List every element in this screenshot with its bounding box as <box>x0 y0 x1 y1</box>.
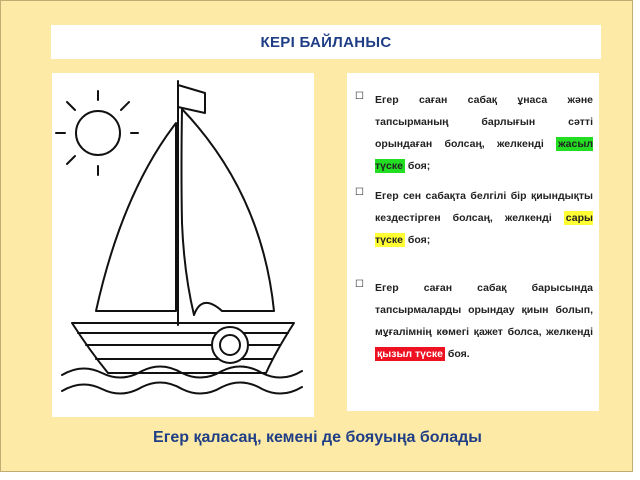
instruction-text: Егер саған сабақ ұнаса және тапсырманың барлығын сәтті орындаған болсаң, желкенді <box>375 94 593 150</box>
footer-text: Егер қаласаң, кемені де бояуыңа болады <box>153 429 482 446</box>
instruction-end: боя; <box>404 234 431 246</box>
sun-icon <box>56 91 138 175</box>
sailboat-coloring-image <box>52 73 314 417</box>
highlight-yellow: сары түске <box>375 212 593 246</box>
instruction-text: Егер саған сабақ барысында тапсырмаларды орындау қиын болып, мұғалімнің көмегі қажет болса, желкенді <box>375 282 593 338</box>
instruction-end: боя. <box>444 348 470 360</box>
highlight-green: жасыл түске <box>375 138 593 172</box>
instructions-box <box>347 73 599 411</box>
instruction-item-red <box>355 277 593 365</box>
instruction-end: боя; <box>404 160 431 172</box>
bullet-square-icon: ☐ <box>355 187 364 198</box>
instruction-item-yellow <box>355 185 593 251</box>
highlight-red: қызыл түске <box>377 348 443 360</box>
bullet-square-icon: ☐ <box>355 279 364 290</box>
bullet-square-icon: ☐ <box>355 91 364 102</box>
title-box <box>51 25 601 59</box>
instruction-text: Егер сен сабақта белгілі бір қиындықты кездестірген болсаң, желкенді <box>375 190 593 224</box>
instruction-item-green <box>355 89 593 177</box>
sailboat-picture <box>52 73 314 417</box>
slide-title: КЕРІ БАЙЛАНЫС <box>260 33 392 51</box>
